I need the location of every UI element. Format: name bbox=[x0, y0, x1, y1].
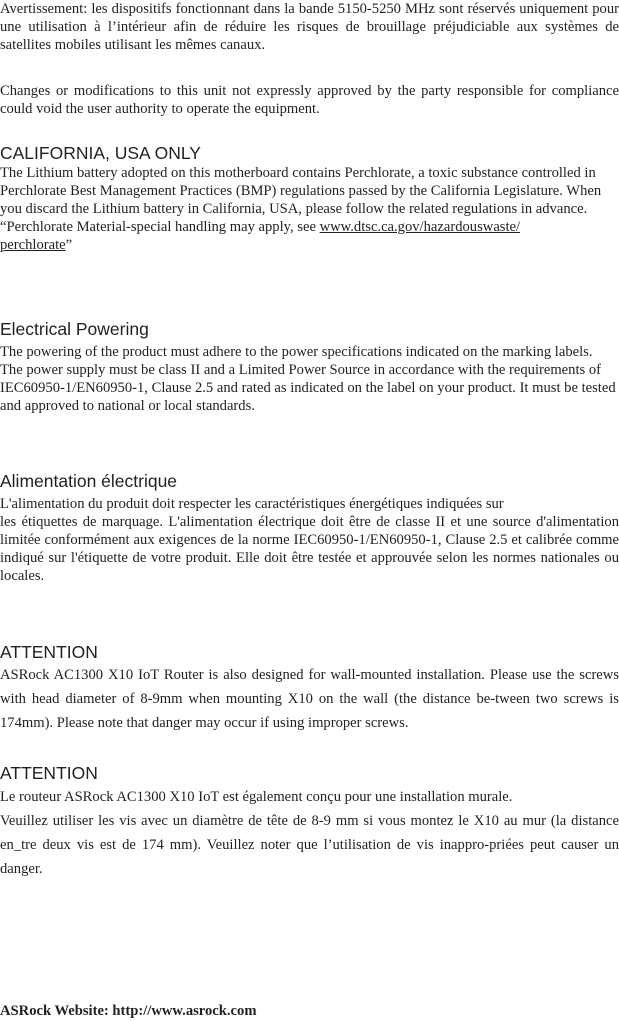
asrock-website: ASRock Website: http://www.asrock.com bbox=[0, 1003, 257, 1019]
rf-warning-fr: Avertissement: les dispositifs fonctionnant dans la bande 5150-5250 MHz sont réservés uniquement pour une utilisation à l’intérieur afin de réduire les risques de brouillage préjudiciable aux systèmes de satellites mobiles utilisant les mêmes canaux. bbox=[0, 1, 619, 53]
attention-en-body: ASRock AC1300 X10 IoT Router is also designed for wall-mounted installation. Please use the screws with head diameter of 8-9mm when mounting X10 on the wall (the distance be-tween two screws is 174mm). Please note that danger may occur if using improper screws. bbox=[0, 667, 619, 731]
california-heading: CALIFORNIA, USA ONLY bbox=[0, 143, 201, 163]
changes-notice: Changes or modifications to this unit not expressly approved by the party responsible for compliance could void the user authority to operate the equipment. bbox=[0, 83, 619, 117]
electrical-powering-para2: The power supply must be class II and a Limited Power Source in accordance with the requirements of IEC60950-1/EN60950-1, Clause 2.5 and rated as indicated on the label on your product. It must be tested and approved to national or local standards. bbox=[0, 362, 616, 414]
attention-fr-section bbox=[0, 762, 619, 881]
alimentation-body: les étiquettes de marquage. L'alimentation électrique doit être de classe II et une source d'alimentation limitée conformément aux exigences de la norme IEC60950-1/EN60950-1, Clause 2.5 et calibrée comme indiqué sur l'étiquette de votre produit. Elle doit être testée et approuvée selon les normes nationales ou locales. bbox=[0, 514, 619, 584]
attention-en-section bbox=[0, 641, 619, 735]
attention-fr-body: Veuillez utiliser les vis avec un diamètre de tête de 8-9 mm si vous montez le X10 au mur (la distance en_tre deux vis est de 174 mm). Veuillez noter que l’utilisation de vis inappro-priées peut causer un danger. bbox=[0, 813, 619, 877]
quote-suffix: ” bbox=[65, 237, 73, 253]
changes-notice-section bbox=[0, 82, 619, 118]
attention-fr-line1: Le routeur ASRock AC1300 X10 IoT est également conçu pour une installation murale. bbox=[0, 789, 513, 805]
electrical-powering-section bbox=[0, 318, 619, 415]
dtsc-link-part1: www.dtsc.ca.gov/hazardouswaste/ bbox=[319, 219, 521, 235]
perchlorate-quote bbox=[0, 218, 619, 254]
attention-fr-heading: ATTENTION bbox=[0, 763, 98, 783]
california-body: The Lithium battery adopted on this motherboard contains Perchlorate, a toxic substance controlled in Perchlorate Best Management Practices (BMP) regulations passed by the California Legislature. When you discard the Lithium battery in California, USA, please follow the related regulations in advance. bbox=[0, 165, 602, 217]
dtsc-link-part2: perchlorate bbox=[0, 237, 66, 253]
attention-en-heading: ATTENTION bbox=[0, 642, 98, 662]
california-section bbox=[0, 142, 619, 254]
alimentation-section bbox=[0, 470, 619, 585]
footer bbox=[0, 1002, 619, 1020]
quote-prefix: “Perchlorate Material-special handling may apply, see bbox=[0, 219, 320, 235]
electrical-powering-para1: The powering of the product must adhere to the power specifications indicated on the marking labels. bbox=[0, 344, 593, 360]
alimentation-heading: Alimentation électrique bbox=[0, 471, 178, 491]
electrical-powering-heading: Electrical Powering bbox=[0, 319, 149, 339]
alimentation-line1: L'alimentation du produit doit respecter les caractéristiques énergétiques indiquées sur bbox=[0, 496, 504, 512]
rf-warning-section bbox=[0, 0, 619, 54]
